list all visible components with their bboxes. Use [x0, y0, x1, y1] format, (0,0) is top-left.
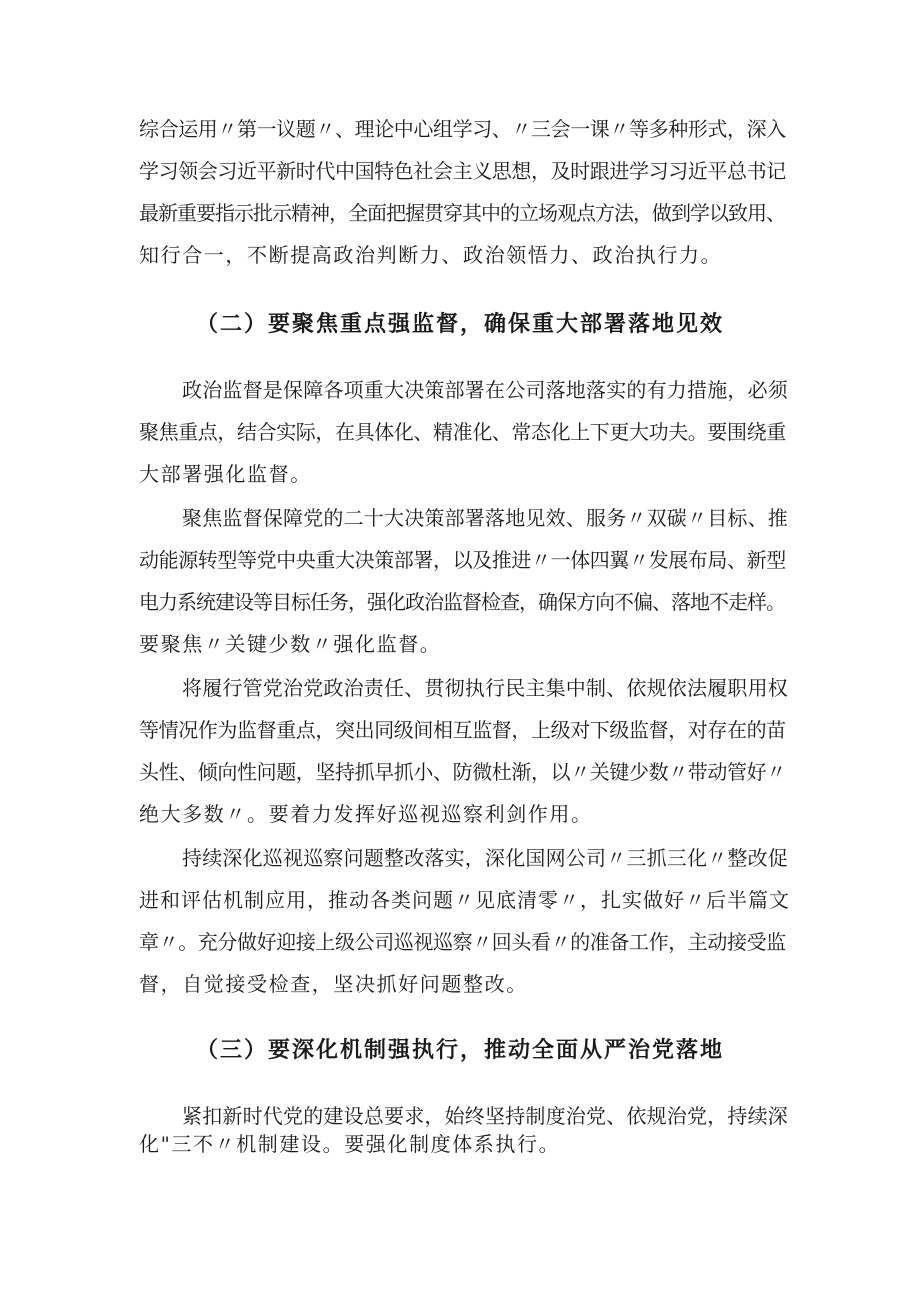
s2-p4-line-2: 进和评估机制应用，推动各类问题〃见底清零〃，扎实做好〃后半篇文	[139, 888, 790, 912]
s2-p1-line-3: 大部署强化监督。	[139, 462, 312, 486]
intro-line-2: 学习领会习近平新时代中国特色社会主义思想，及时跟进学习习近平总书记	[139, 159, 786, 183]
s2-p3-line-1: 将履行管党治党政治责任、贯彻执行民主集中制、依规依法履职用权	[182, 676, 788, 700]
s2-p2-line-1: 聚焦监督保障党的二十大决策部署落地见效、服务〃双碳〃目标、推	[182, 506, 788, 530]
s2-p3-line-3: 头性、倾向性问题，坚持抓早抓小、防微杜渐，以〃关键少数〃带动管好〃	[139, 760, 786, 784]
section-3-heading: （三）要深化机制强执行，推动全面从严治党落地	[195, 1037, 724, 1063]
s2-p3-line-4: 绝大多数〃。要着力发挥好巡视巡察利剑作用。	[139, 802, 593, 826]
s2-p4-line-1: 持续深化巡视巡察问题整改落实，深化国网公司〃三抓三化〃整改促	[182, 846, 788, 870]
intro-line-3: 最新重要指示批示精神，全面把握贯穿其中的立场观点方法，做到学以致用、	[139, 201, 785, 225]
intro-line-4: 知行合一，不断提高政治判断力、政治领悟力、政治执行力。	[139, 243, 723, 267]
s2-p3-line-2: 等情况作为监督重点，突出同级间相互监督，上级对下级监督，对存在的苗	[139, 718, 786, 742]
s3-p1-line-1: 紧扣新时代党的建设总要求，始终坚持制度治党、依规治党，持续深	[182, 1104, 788, 1128]
s2-p2-line-2: 动能源转型等党中央重大决策部署，以及推进〃一体四翼〃发展布局、新型	[139, 548, 786, 572]
s2-p4-line-3: 章〃。充分做好迎接上级公司巡视巡察〃回头看〃的准备工作，主动接受监	[139, 930, 786, 954]
s2-p4-line-4: 督，自觉接受检查，坚决抓好问题整改。	[139, 972, 528, 996]
s2-p1-line-2: 聚焦重点，结合实际，在具体化、精准化、常态化上下更大功夫。要围绕重	[139, 420, 786, 444]
intro-line-1: 综合运用〃第一议题〃、理论中心组学习、〃三会一课〃等多种形式，深入	[139, 117, 786, 141]
s3-p1-line-2: 化"三不〃机制建设。要强化制度体系执行。	[139, 1132, 561, 1156]
s2-p2-line-3: 电力系统建设等目标任务，强化政治监督检查，确保方向不偏、落地不走样。	[139, 590, 785, 614]
s2-p2-line-4: 要聚焦〃关键少数〃强化监督。	[139, 632, 442, 656]
section-2-heading: （二）要聚焦重点强监督，确保重大部署落地见效	[195, 311, 724, 337]
s2-p1-line-1: 政治监督是保障各项重大决策部署在公司落地落实的有力措施，必须	[182, 378, 788, 402]
